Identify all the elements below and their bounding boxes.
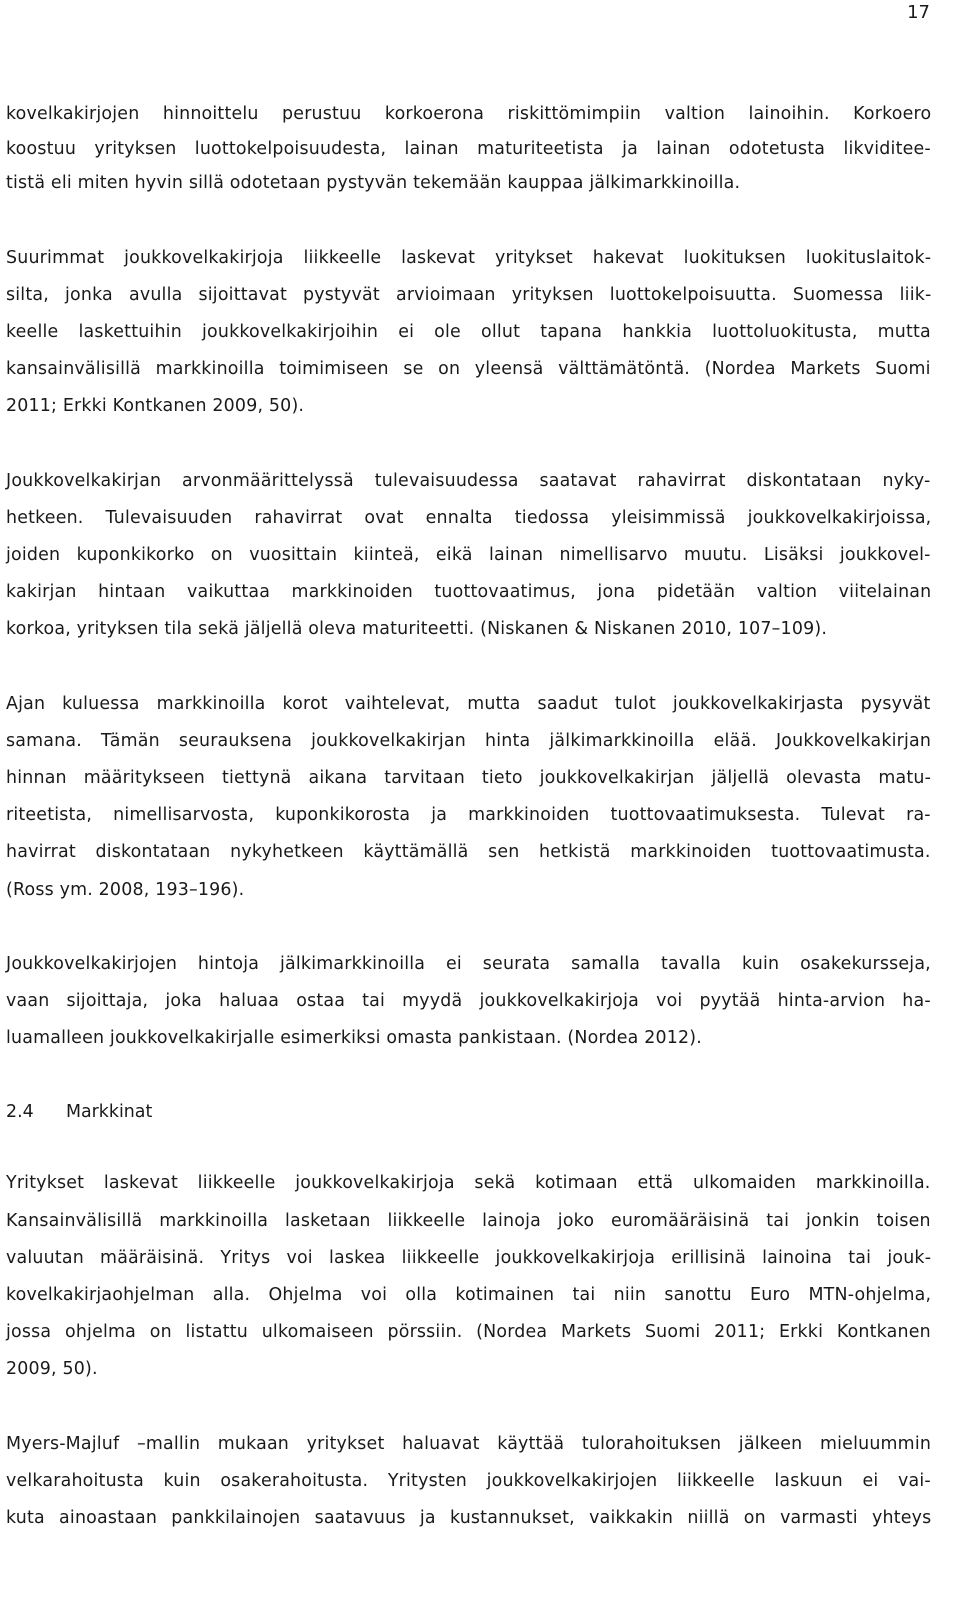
section-number: 2.4	[6, 1102, 34, 1123]
text-line: keelle laskettuihin joukkovelkakirjoihin ei ole ollut tapana hankkia luottoluokitusta, mutta	[6, 321, 931, 342]
text-line: tistä eli miten hyvin sillä odotetaan pystyvän tekemään kauppaa jälkimarkkinoilla.	[6, 173, 741, 193]
page-number: 17	[907, 2, 930, 23]
text-line: 2009, 50).	[6, 1359, 98, 1380]
text-line: silta, jonka avulla sijoittavat pystyvät arvioimaan yrityksen luottokelpoisuutta. Suomessa liik-	[6, 284, 932, 305]
text-line: havirrat diskontataan nykyhetkeen käyttämällä sen hetkistä markkinoiden tuottovaatimusta.	[6, 842, 931, 863]
text-line: kansainvälisillä markkinoilla toimimiseen se on yleensä välttämätöntä. (Nordea Markets Suomi	[6, 359, 931, 380]
text-line: kuta ainoastaan pankkilainojen saatavuus ja kustannukset, vaikkakin niillä on varmasti yhteys	[6, 1507, 932, 1528]
text-line: Yritykset laskevat liikkeelle joukkovelkakirjoja sekä kotimaan että ulkomaiden markkinoilla.	[6, 1173, 931, 1194]
text-line: luamalleen joukkovelkakirjalle esimerkiksi omasta pankistaan. (Nordea 2012).	[6, 1028, 702, 1049]
paragraph	[6, 240, 931, 426]
text-line: vaan sijoittaja, joka haluaa ostaa tai myydä joukkovelkakirjoja voi pyytää hinta-arvion ha-	[6, 990, 931, 1011]
text-line: Kansainvälisillä markkinoilla lasketaan liikkeelle lainoja joko euromääräisinä tai jonkin toisen	[6, 1210, 931, 1231]
paragraph	[6, 1165, 931, 1388]
text-line: riteetista, nimellisarvosta, kuponkikorosta ja markkinoiden tuottovaatimuksesta. Tulevat ra-	[6, 805, 931, 826]
paragraph	[6, 686, 931, 909]
text-line: hetkeen. Tulevaisuuden rahavirrat ovat ennalta tiedossa yleisimmissä joukkovelkakirjoissa,	[6, 507, 932, 528]
text-line: Myers-Majluf –mallin mukaan yritykset haluavat käyttää tulorahoituksen jälkeen mieluummin	[6, 1433, 932, 1454]
text-line: joiden kuponkikorko on vuosittain kiinteä, eikä lainan nimellisarvo muutu. Lisäksi joukkovel-	[6, 544, 931, 565]
document-body	[6, 97, 931, 1574]
section-heading	[6, 1094, 931, 1131]
text-line: kovelkakirjaohjelman alla. Ohjelma voi olla kotimainen tai niin sanottu Euro MTN-ohjelma,	[6, 1284, 932, 1305]
text-line: Joukkovelkakirjan arvonmäärittelyssä tulevaisuudessa saatavat rahavirrat diskontataan nyky-	[6, 470, 931, 491]
text-line: Ajan kuluessa markkinoilla korot vaihtelevat, mutta saadut tulot joukkovelkakirjasta pysyvät	[6, 693, 931, 714]
section-title: Markkinat	[66, 1102, 153, 1123]
paragraph	[6, 946, 931, 1058]
text-line: samana. Tämän seurauksena joukkovelkakirjan hinta jälkimarkkinoilla elää. Joukkovelkakirjan	[6, 730, 932, 751]
text-line: Suurimmat joukkovelkakirjoja liikkeelle laskevat yritykset hakevat luokituksen luokituslaitok-	[6, 247, 932, 268]
text-line: velkarahoitusta kuin osakerahoitusta. Yritysten joukkovelkakirjojen liikkeelle laskuun ei vai-	[6, 1470, 931, 1491]
paragraph	[6, 97, 931, 201]
text-line: kakirjan hintaan vaikuttaa markkinoiden tuottovaatimus, jona pidetään valtion viitelainan	[6, 582, 932, 603]
text-line: koostuu yrityksen luottokelpoisuudesta, lainan maturiteetista ja lainan odotetusta likviditee-	[6, 138, 931, 159]
text-line: valuutan määräisinä. Yritys voi laskea liikkeelle joukkovelkakirjoja erillisinä lainoina tai jouk-	[6, 1247, 932, 1268]
text-line: Joukkovelkakirjojen hintoja jälkimarkkinoilla ei seurata samalla tavalla kuin osakekursseja,	[6, 953, 931, 974]
text-line: kovelkakirjojen hinnoittelu perustuu korkoerona riskittömimpiin valtion lainoihin. Korkoero	[6, 104, 932, 124]
text-line: korkoa, yrityksen tila sekä jäljellä oleva maturiteetti. (Niskanen & Niskanen 2010, 107–109).	[6, 619, 828, 640]
paragraph	[6, 463, 931, 649]
text-line: hinnan määritykseen tiettynä aikana tarvitaan tieto joukkovelkakirjan jäljellä olevasta matu-	[6, 767, 932, 788]
text-line: (Ross ym. 2008, 193–196).	[6, 879, 245, 900]
text-line: 2011; Erkki Kontkanen 2009, 50).	[6, 396, 305, 417]
paragraph	[6, 1426, 931, 1538]
text-line: jossa ohjelma on listattu ulkomaiseen pörssiin. (Nordea Markets Suomi 2011; Erkki Kontkanen	[6, 1322, 931, 1343]
